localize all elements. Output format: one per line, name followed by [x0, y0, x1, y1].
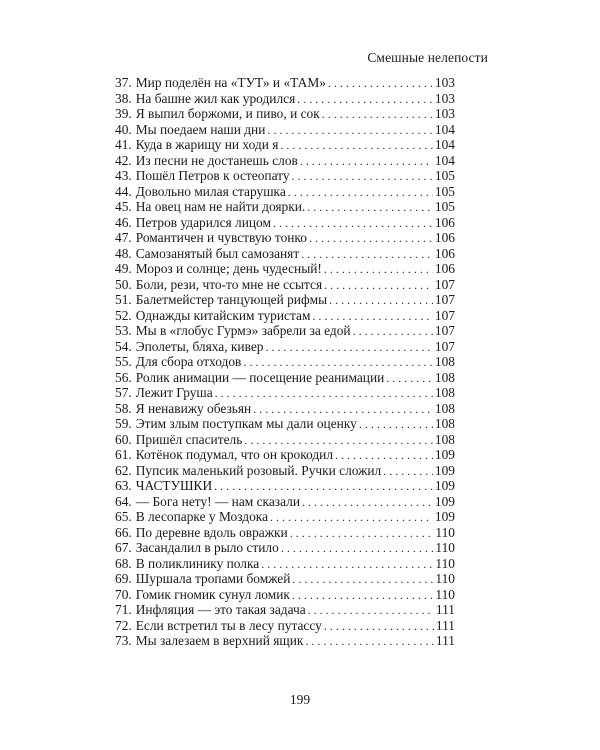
toc-entry-page: 105	[434, 199, 455, 214]
toc-entry-title: На овец нам не найти доярки.	[135, 199, 306, 214]
toc-entry	[115, 137, 455, 153]
toc-entry	[115, 587, 455, 603]
toc-entry-page: 108	[434, 385, 455, 400]
toc-entry-title: Балетмейстер танцующей рифмы	[135, 292, 328, 307]
dot-leader	[273, 216, 433, 231]
toc-entry	[115, 416, 455, 432]
dot-leader	[297, 92, 433, 107]
toc-entry-title: Петров ударился лицом	[135, 214, 271, 230]
dot-leader	[253, 402, 433, 417]
toc-entry	[115, 509, 455, 525]
toc-entry	[115, 401, 455, 417]
toc-entry-page: 108	[434, 369, 455, 385]
dot-leader	[312, 309, 432, 324]
dot-leader	[386, 371, 433, 386]
toc-entry-title: — Бога нету! — нам сказали	[135, 493, 301, 509]
toc-entry-page: 111	[435, 633, 455, 648]
toc-entry-title: Однажды китайским туристам	[135, 307, 311, 323]
toc-entry-title: Куда в жарищу ни ходи я	[135, 137, 279, 152]
toc-entry-title: Для сбора отходов	[135, 354, 242, 369]
toc-entry	[115, 633, 455, 649]
toc-entry-page: 107	[434, 276, 455, 292]
toc-entry-number: 42.	[115, 152, 132, 168]
toc-entry-page: 107	[434, 323, 455, 338]
toc-entry-title: Лежит Груша	[135, 385, 213, 400]
toc-entry	[115, 215, 455, 231]
toc-entry	[115, 556, 455, 572]
dot-leader	[300, 154, 433, 169]
toc-entry-number: 51.	[115, 292, 132, 307]
toc-entry	[115, 447, 455, 463]
toc-entry-page: 111	[435, 617, 455, 633]
toc-entry-title: Романтичен и чувствую тонко	[135, 230, 307, 245]
toc-entry-number: 59.	[115, 416, 132, 431]
toc-entry-page: 110	[435, 571, 455, 586]
toc-entry	[115, 308, 455, 324]
toc-entry-page: 108	[434, 431, 455, 447]
toc-entry	[115, 199, 455, 215]
toc-entry-page: 107	[434, 292, 455, 307]
toc-entry-page: 104	[434, 121, 455, 137]
dot-leader	[305, 634, 434, 649]
toc-entry-number: 62.	[115, 462, 132, 478]
dot-leader	[214, 479, 433, 494]
toc-entry-page: 103	[434, 75, 455, 90]
toc-entry	[115, 292, 455, 308]
toc-entry	[115, 432, 455, 448]
toc-entry-page: 110	[435, 555, 455, 571]
dot-leader	[244, 433, 433, 448]
dot-leader	[307, 200, 433, 215]
toc-entry-title: Я выпил боржоми, и пиво, и сок	[135, 106, 320, 121]
toc-entry-number: 65.	[115, 509, 132, 524]
toc-entry	[115, 122, 455, 138]
toc-entry-number: 50.	[115, 276, 132, 292]
toc-entry-page: 103	[434, 106, 455, 121]
dot-leader	[243, 355, 433, 370]
toc-entry-title: Гомик гномик сунул ломик	[135, 586, 290, 602]
toc-entry-number: 43.	[115, 168, 132, 183]
toc-entry-title: Мы залезаем в верхний ящик	[135, 633, 304, 648]
toc-entry-page: 110	[435, 540, 455, 555]
toc-entry-number: 69.	[115, 571, 132, 586]
toc-entry	[115, 168, 455, 184]
toc-entry	[115, 494, 455, 510]
toc-entry-title: Самозанятый был самозанят	[135, 245, 300, 261]
toc-entry-title: Этим злым поступкам мы дали оценку	[135, 416, 357, 431]
toc-entry-title: ЧАСТУШКИ	[135, 478, 213, 493]
toc-entry-title: Боли, рези, что-то мне не ссытся	[135, 276, 323, 292]
toc-entry-number: 72.	[115, 617, 132, 633]
toc-entry-number: 66.	[115, 524, 132, 540]
dot-leader	[322, 107, 433, 122]
toc-entry-title: Мороз и солнце; день чудесный!	[135, 261, 322, 276]
toc-entry-number: 60.	[115, 431, 132, 447]
dot-leader	[328, 76, 433, 91]
toc-entry-title: В поликлинику полка	[135, 555, 260, 571]
toc-entry-title: Я ненавижу обезьян	[135, 400, 252, 416]
toc-entry-number: 40.	[115, 121, 132, 137]
toc-entry-number: 67.	[115, 540, 132, 555]
toc-entry-title: Довольно милая старушка	[135, 183, 286, 199]
page-number: 199	[289, 692, 311, 707]
toc-entry-page: 111	[435, 602, 455, 617]
dot-leader	[292, 169, 433, 184]
toc-entry-number: 37.	[115, 75, 132, 90]
toc-entry-page: 104	[434, 152, 455, 168]
table-of-contents	[115, 75, 455, 649]
toc-entry	[115, 106, 455, 122]
toc-entry-title: Из песни не достанешь слов	[135, 152, 298, 168]
toc-entry	[115, 261, 455, 277]
toc-entry-number: 41.	[115, 137, 132, 152]
toc-entry-number: 44.	[115, 183, 132, 199]
toc-entry-page: 109	[434, 493, 455, 509]
toc-entry-page: 103	[434, 90, 455, 106]
toc-entry-number: 47.	[115, 230, 132, 245]
toc-entry-title: Пришёл спаситель	[135, 431, 243, 447]
toc-entry-title: Котёнок подумал, что он крокодил	[135, 447, 334, 462]
toc-entry-number: 49.	[115, 261, 132, 276]
toc-entry-number: 56.	[115, 369, 132, 385]
dot-leader	[324, 278, 433, 293]
toc-entry-number: 45.	[115, 199, 132, 214]
toc-entry-number: 52.	[115, 307, 132, 323]
toc-entry-number: 57.	[115, 385, 132, 400]
toc-entry-page: 106	[434, 214, 455, 230]
toc-entry-title: По деревне вдоль овражки	[135, 524, 288, 540]
dot-leader	[301, 247, 433, 262]
dot-leader	[324, 619, 434, 634]
toc-entry-number: 58.	[115, 400, 132, 416]
toc-entry-title: Пупсик маленький розовый. Ручки сложил	[135, 462, 382, 478]
toc-entry-page: 108	[434, 400, 455, 416]
toc-entry-page: 107	[434, 338, 455, 354]
toc-entry	[115, 323, 455, 339]
toc-entry-title: В лесопарке у Моздока	[135, 509, 269, 524]
toc-entry-number: 46.	[115, 214, 132, 230]
toc-entry	[115, 602, 455, 618]
dot-leader	[288, 185, 433, 200]
toc-entry	[115, 91, 455, 107]
toc-entry-page: 107	[434, 307, 455, 323]
toc-entry-number: 55.	[115, 354, 132, 369]
dot-leader	[281, 541, 434, 556]
toc-entry-title: Если встретил ты в лесу путассу	[135, 617, 322, 633]
toc-entry-page: 105	[434, 183, 455, 199]
toc-entry-title: Ролик анимации — посещение реанимации	[135, 369, 385, 385]
dot-leader	[267, 123, 433, 138]
toc-entry	[115, 75, 455, 91]
toc-entry-title: Пошёл Петров к остеопату	[135, 168, 290, 183]
toc-entry	[115, 618, 455, 634]
toc-entry-number: 39.	[115, 106, 132, 121]
dot-leader	[353, 324, 433, 339]
toc-entry-title: Засандалил в рыло стило	[135, 540, 279, 555]
toc-entry-number: 64.	[115, 493, 132, 509]
dot-leader	[335, 448, 433, 463]
toc-entry-page: 110	[435, 524, 455, 540]
toc-entry-number: 63.	[115, 478, 132, 493]
toc-entry-page: 105	[434, 168, 455, 183]
dot-leader	[292, 588, 434, 603]
toc-entry-number: 54.	[115, 338, 132, 354]
dot-leader	[290, 526, 434, 541]
toc-entry-page: 104	[434, 137, 455, 152]
toc-entry	[115, 354, 455, 370]
toc-entry	[115, 153, 455, 169]
toc-entry-number: 61.	[115, 447, 132, 462]
toc-entry-title: Эполеты, бляха, кивер	[135, 338, 264, 354]
toc-entry-title: Шуршала тропами бомжей	[135, 571, 291, 586]
toc-entry-page: 108	[434, 354, 455, 369]
toc-entry-title: Мы поедаем наши дни	[135, 121, 266, 137]
toc-entry-number: 70.	[115, 586, 132, 602]
toc-entry-page: 109	[434, 478, 455, 493]
toc-entry-page: 109	[434, 447, 455, 462]
toc-entry-page: 106	[434, 245, 455, 261]
toc-entry-number: 73.	[115, 633, 132, 648]
toc-entry	[115, 478, 455, 494]
toc-entry	[115, 385, 455, 401]
toc-entry-page: 109	[434, 509, 455, 524]
dot-leader	[329, 293, 433, 308]
dot-leader	[308, 603, 434, 618]
toc-entry-title: Мир поделён на «ТУТ» и «ТАМ»	[135, 75, 326, 90]
toc-entry	[115, 463, 455, 479]
toc-entry-page: 108	[434, 416, 455, 431]
toc-entry-number: 48.	[115, 245, 132, 261]
dot-leader	[270, 510, 433, 525]
toc-entry	[115, 571, 455, 587]
toc-entry-page: 109	[434, 462, 455, 478]
dot-leader	[383, 464, 433, 479]
toc-entry	[115, 230, 455, 246]
dot-leader	[309, 231, 433, 246]
toc-entry	[115, 184, 455, 200]
toc-entry	[115, 246, 455, 262]
toc-entry-page: 110	[435, 586, 455, 602]
toc-entry-title: Инфляция — это такая задача	[135, 602, 306, 617]
toc-entry-number: 68.	[115, 555, 132, 571]
dot-leader	[261, 557, 433, 572]
dot-leader	[324, 262, 433, 277]
toc-entry-number: 53.	[115, 323, 132, 338]
dot-leader	[280, 138, 433, 153]
dot-leader	[265, 340, 432, 355]
dot-leader	[302, 495, 433, 510]
toc-entry-number: 38.	[115, 90, 132, 106]
toc-entry-title: Мы в «глобус Гурмэ» забрели за едой	[135, 323, 351, 338]
toc-entry	[115, 525, 455, 541]
dot-leader	[215, 386, 433, 401]
toc-entry-title: На башне жил как уродился	[135, 90, 296, 106]
dot-leader	[359, 417, 433, 432]
toc-entry	[115, 339, 455, 355]
toc-entry-page: 106	[434, 261, 455, 276]
dot-leader	[292, 572, 433, 587]
toc-entry	[115, 370, 455, 386]
running-head: Смешные нелепости	[367, 50, 488, 65]
toc-entry	[115, 540, 455, 556]
toc-entry-number: 71.	[115, 602, 132, 617]
toc-entry	[115, 277, 455, 293]
toc-entry-page: 106	[434, 230, 455, 245]
